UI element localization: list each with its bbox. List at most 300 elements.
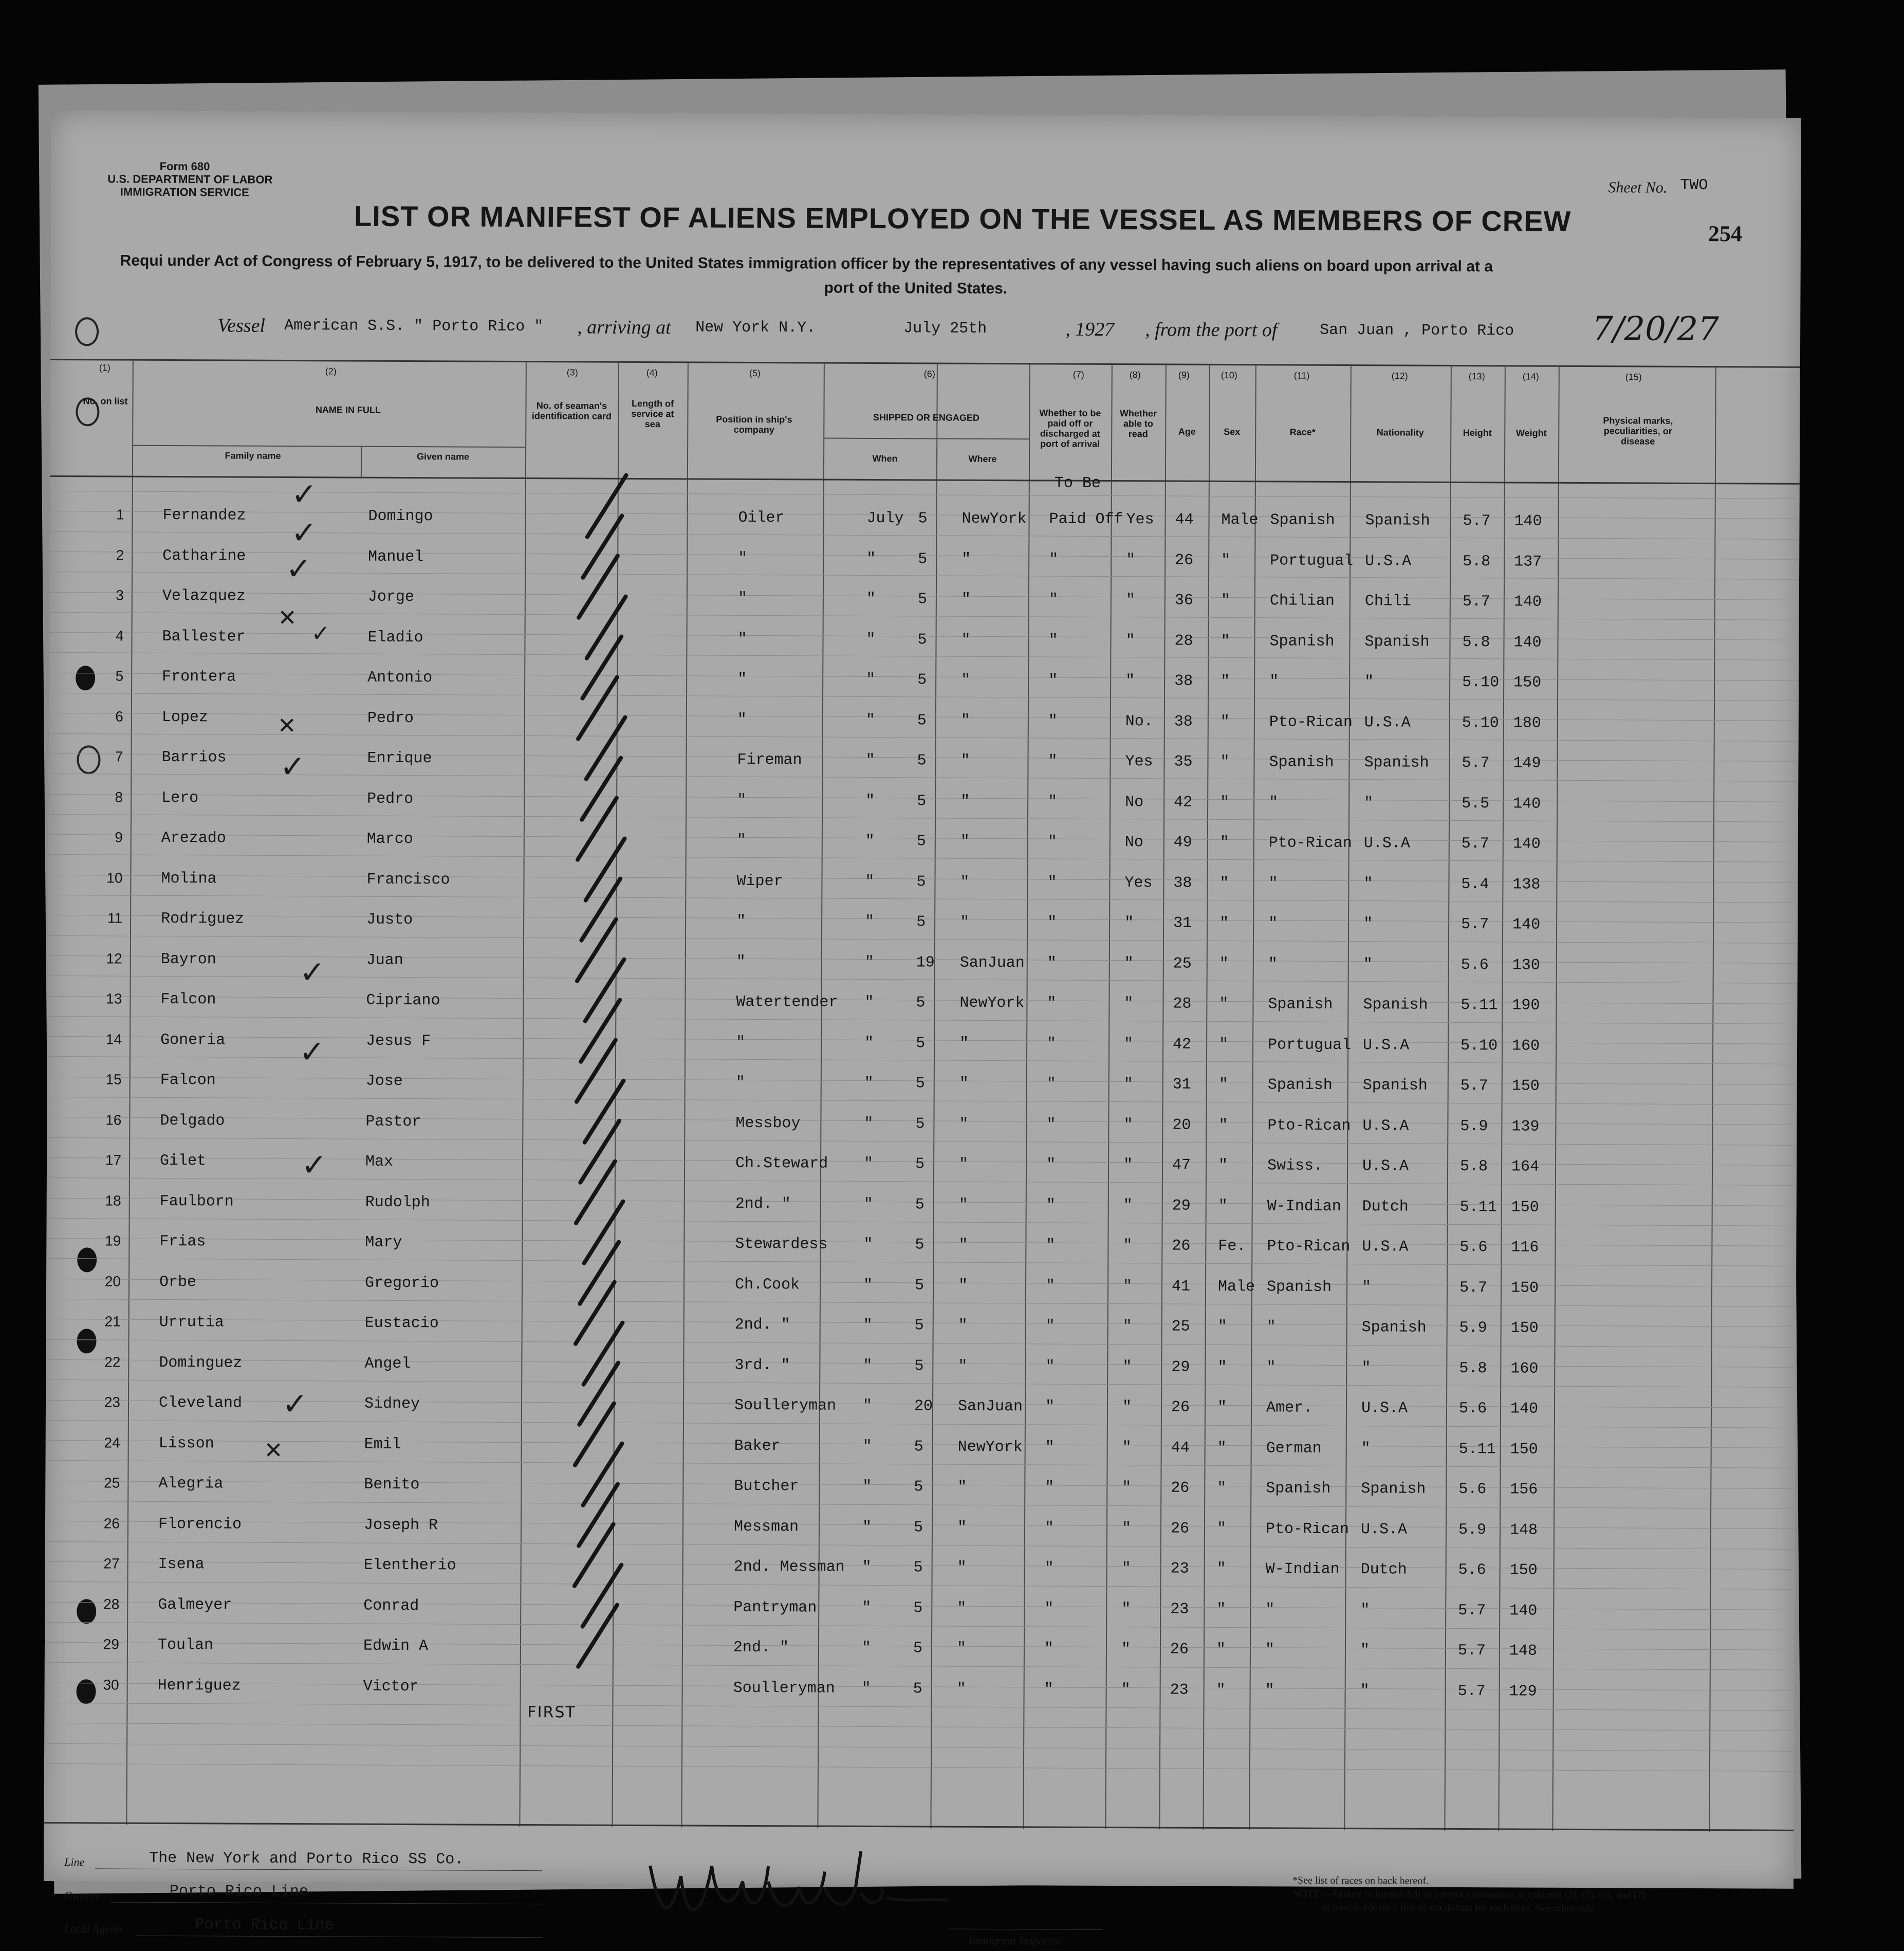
row-paid: " xyxy=(1046,1196,1056,1214)
row-where: " xyxy=(958,1357,968,1375)
row-where: " xyxy=(960,833,970,851)
row-given: Cipriano xyxy=(366,991,440,1010)
row-sex: " xyxy=(1217,1318,1227,1336)
row-when-d: 5 xyxy=(913,1640,923,1658)
row-read: Yes xyxy=(1124,874,1153,892)
row-age: 44 xyxy=(1171,1439,1190,1457)
row-position: 3rd. " xyxy=(734,1356,790,1374)
sheet-number: TWO xyxy=(1680,176,1708,195)
row-no: 17 xyxy=(105,1152,122,1168)
row-read: " xyxy=(1123,1237,1133,1255)
row-weight: 150 xyxy=(1511,1077,1540,1095)
row-family: Frontera xyxy=(162,668,236,686)
header-paid-off: Whether to be paid off or discharged at port of arrival xyxy=(1039,408,1101,449)
row-age: 41 xyxy=(1171,1278,1191,1296)
row-height: 5.9 xyxy=(1458,1521,1487,1539)
row-where: NewYork xyxy=(959,994,1025,1013)
ruled-line xyxy=(48,814,1798,822)
row-nat: " xyxy=(1361,1440,1371,1458)
row-nat: Dutch xyxy=(1362,1198,1409,1216)
row-age: 38 xyxy=(1173,874,1192,892)
row-where: SanJuan xyxy=(957,1397,1023,1416)
row-height: 5.7 xyxy=(1458,1602,1486,1619)
header-race: Race* xyxy=(1289,427,1316,437)
row-where: " xyxy=(957,1519,967,1537)
row-given: Antonio xyxy=(367,669,433,687)
row-no: 18 xyxy=(105,1192,121,1209)
row-race: Portugual xyxy=(1270,551,1354,570)
check-mark: ✓ xyxy=(299,1034,325,1071)
row-sex: " xyxy=(1219,1036,1229,1054)
row-when-d: 5 xyxy=(913,1559,923,1577)
check-mark: ✓ xyxy=(282,1386,308,1423)
row-where: " xyxy=(960,913,970,931)
row-no: 6 xyxy=(115,708,123,725)
slash-mark xyxy=(581,1320,625,1387)
row-position: 2nd. " xyxy=(733,1639,789,1657)
row-nat: Spanish xyxy=(1362,1077,1428,1095)
row-read: " xyxy=(1121,1519,1132,1537)
row-weight: 116 xyxy=(1511,1239,1539,1257)
row-race: " xyxy=(1265,1600,1275,1618)
row-position: 2nd. " xyxy=(734,1316,790,1334)
punch-hole xyxy=(76,666,95,690)
row-when-d: 5 xyxy=(914,1276,925,1294)
row-where: " xyxy=(957,1478,967,1496)
row-race: " xyxy=(1269,794,1279,812)
row-race: " xyxy=(1268,915,1278,933)
row-age: 26 xyxy=(1170,1641,1189,1659)
row-sex: " xyxy=(1218,1197,1228,1215)
row-when-d: 5 xyxy=(917,671,927,689)
row-paid: " xyxy=(1047,833,1057,851)
column-number: (9) xyxy=(1178,370,1190,380)
row-read: " xyxy=(1124,954,1134,972)
row-no: 10 xyxy=(106,869,123,886)
row-sex: " xyxy=(1221,551,1231,569)
row-position: Stewardess xyxy=(735,1235,828,1254)
punch-hole xyxy=(77,1329,96,1353)
row-height: 5.6 xyxy=(1458,1561,1486,1579)
row-where: " xyxy=(960,873,970,891)
row-race: Pto-Rican xyxy=(1267,1238,1351,1256)
row-read: No xyxy=(1125,793,1144,811)
row-weight: 140 xyxy=(1512,916,1541,934)
row-paid: " xyxy=(1046,1115,1056,1134)
row-position: " xyxy=(736,832,746,850)
row-no: 9 xyxy=(115,829,123,845)
agents-label: Local Agents xyxy=(64,1922,123,1936)
row-when-m: " xyxy=(864,1115,874,1133)
row-when-m: " xyxy=(862,1599,872,1617)
row-where: " xyxy=(958,1155,969,1173)
row-read: Yes xyxy=(1125,753,1153,771)
row-given: Eustacio xyxy=(364,1314,439,1333)
row-nat: Dutch xyxy=(1360,1561,1407,1579)
row-no: 4 xyxy=(115,628,124,644)
header-height: Height xyxy=(1463,427,1492,438)
row-sex: " xyxy=(1217,1439,1227,1457)
row-age: 23 xyxy=(1170,1560,1189,1578)
row-age: 38 xyxy=(1174,713,1193,731)
row-age: 28 xyxy=(1173,995,1192,1013)
ruled-line xyxy=(48,935,1798,944)
row-age: 31 xyxy=(1173,914,1192,932)
row-age: 29 xyxy=(1171,1358,1190,1376)
row-where: " xyxy=(960,793,970,811)
row-when-d: 5 xyxy=(918,510,928,528)
row-race: " xyxy=(1266,1358,1276,1376)
row-where: " xyxy=(961,631,971,649)
row-paid: " xyxy=(1048,591,1058,609)
arriving-port: New York N.Y. xyxy=(695,319,816,337)
form-header xyxy=(107,159,273,199)
row-sex: " xyxy=(1220,794,1230,812)
form-number: Form 680 xyxy=(159,159,210,173)
column-number: (15) xyxy=(1625,372,1642,382)
row-where: NewYork xyxy=(957,1438,1023,1456)
row-nat: Spanish xyxy=(1364,754,1429,772)
row-read: " xyxy=(1122,1277,1133,1295)
header-sex: Sex xyxy=(1224,426,1241,437)
row-when-d: 5 xyxy=(914,1478,923,1496)
row-no: 12 xyxy=(106,950,122,967)
row-where: NewYork xyxy=(962,510,1027,528)
row-paid: " xyxy=(1046,1156,1056,1174)
row-read: " xyxy=(1125,632,1135,650)
row-read: " xyxy=(1124,1035,1134,1053)
row-when-d: 5 xyxy=(916,873,926,891)
row-when-d: 5 xyxy=(913,1518,923,1536)
column-number: (14) xyxy=(1522,371,1539,382)
row-when-m: " xyxy=(863,1236,873,1254)
column-number: (3) xyxy=(566,367,578,378)
row-read: " xyxy=(1124,995,1134,1013)
row-nat: " xyxy=(1363,915,1373,933)
row-race: Pto-Rican xyxy=(1269,713,1353,731)
to-be-note: To Be xyxy=(1054,474,1101,492)
ruled-line xyxy=(45,1622,1795,1630)
row-height: 5.8 xyxy=(1463,553,1491,570)
row-where: " xyxy=(961,671,971,689)
row-when-d: 5 xyxy=(917,631,927,649)
row-when-d: 5 xyxy=(916,994,926,1012)
row-position: Ch.Cook xyxy=(734,1276,800,1294)
row-where: " xyxy=(960,712,970,730)
ruled-line xyxy=(46,1299,1796,1307)
slash-mark xyxy=(584,472,629,540)
row-weight: 180 xyxy=(1513,714,1541,732)
row-paid: " xyxy=(1045,1438,1055,1457)
departure-port: San Juan , Porto Rico xyxy=(1320,321,1514,340)
row-height: 5.10 xyxy=(1461,1037,1498,1055)
ruled-line xyxy=(45,1581,1795,1590)
row-sex: Male xyxy=(1217,1278,1255,1296)
row-given: Pedro xyxy=(367,709,414,727)
row-where: " xyxy=(961,591,971,609)
header-seaman-card: No. of seaman's identification card xyxy=(531,400,612,421)
owners-value: Porto Rico Line xyxy=(169,1883,309,1901)
row-nat: U.S.A xyxy=(1362,1157,1409,1175)
first-note: FIRST xyxy=(527,1703,576,1722)
row-family: Goneria xyxy=(160,1031,226,1049)
subtitle-line-1: Requi under Act of Congress of February 5, 1917, to be delivered to the United States immigration officer by the representatives of any vessel having such aliens on board upon arrival at a xyxy=(120,252,1493,275)
row-family: Lopez xyxy=(161,708,208,726)
row-height: 5.6 xyxy=(1461,956,1489,974)
punch-hole xyxy=(77,1247,97,1272)
row-family: Bayron xyxy=(160,950,216,968)
row-weight: 150 xyxy=(1511,1198,1539,1217)
row-sex: " xyxy=(1216,1520,1227,1538)
row-read: No. xyxy=(1125,712,1153,730)
row-sex: " xyxy=(1220,713,1230,731)
row-where: " xyxy=(962,550,971,568)
row-given: Gregorio xyxy=(364,1274,439,1292)
check-mark: ✓ xyxy=(291,476,318,513)
row-weight: 137 xyxy=(1514,553,1542,571)
service: IMMIGRATION SERVICE xyxy=(120,185,249,199)
check-mark: ✓ xyxy=(299,954,326,991)
row-race: Spanish xyxy=(1268,996,1333,1014)
row-given: Edwin A xyxy=(363,1637,429,1655)
ruled-line xyxy=(47,1097,1797,1105)
column-number: (13) xyxy=(1468,371,1485,382)
row-nat: " xyxy=(1360,1601,1370,1619)
agents-value: Porto Rico Line xyxy=(195,1916,334,1935)
row-when-m: " xyxy=(863,1195,873,1213)
row-height: 5.8 xyxy=(1459,1359,1487,1377)
row-read: " xyxy=(1122,1398,1132,1416)
row-where: " xyxy=(957,1559,967,1577)
row-family: Molina xyxy=(161,870,217,888)
department: U.S. DEPARTMENT OF LABOR xyxy=(107,172,273,186)
row-family: Falcon xyxy=(160,990,216,1009)
inspector-signature xyxy=(639,1835,1041,1939)
row-when-m: " xyxy=(863,1357,873,1375)
slash-mark xyxy=(580,1441,625,1508)
row-paid: " xyxy=(1048,631,1058,650)
row-family: Falcon xyxy=(160,1071,216,1090)
row-paid: " xyxy=(1048,672,1058,690)
row-sex: " xyxy=(1218,1116,1228,1134)
row-given: Pastor xyxy=(365,1113,421,1131)
row-when-d: 5 xyxy=(917,792,927,810)
row-given: Domingo xyxy=(368,507,433,526)
row-race: Pto-Rican xyxy=(1268,834,1352,853)
row-when-d: 5 xyxy=(916,1034,926,1052)
row-race: Spanish xyxy=(1270,511,1335,529)
row-nat: Spanish xyxy=(1364,633,1430,651)
ruled-line xyxy=(46,1258,1796,1266)
row-sex: " xyxy=(1217,1398,1227,1417)
row-age: 26 xyxy=(1171,1398,1190,1416)
row-no: 19 xyxy=(105,1232,121,1249)
row-nat: Spanish xyxy=(1363,996,1428,1014)
row-read: " xyxy=(1121,1560,1131,1578)
row-weight: 150 xyxy=(1509,1561,1538,1579)
cross-mark: ✕ xyxy=(277,712,297,740)
owners-label: Owners xyxy=(64,1889,100,1902)
row-sex: Male xyxy=(1221,511,1259,529)
row-no: 1 xyxy=(116,506,124,523)
row-height: 5.7 xyxy=(1463,512,1491,530)
ruled-line xyxy=(46,1460,1796,1468)
row-paid: " xyxy=(1045,1398,1055,1416)
slash-mark xyxy=(580,1562,624,1629)
row-when-m: " xyxy=(864,1034,874,1052)
column-number: (2) xyxy=(325,366,337,377)
row-given: Marco xyxy=(366,830,413,849)
ruled-line xyxy=(45,1662,1795,1670)
row-weight: 150 xyxy=(1510,1279,1539,1297)
row-paid: " xyxy=(1046,1237,1056,1255)
row-when-d: 5 xyxy=(915,1236,925,1254)
row-sex: " xyxy=(1219,995,1229,1014)
row-sex: " xyxy=(1221,672,1230,691)
ruled-line xyxy=(49,693,1799,701)
row-when-m: " xyxy=(863,1276,873,1294)
row-sex: " xyxy=(1216,1600,1226,1618)
ruled-line xyxy=(44,1723,1794,1731)
row-where: " xyxy=(956,1680,966,1698)
row-no: 5 xyxy=(115,668,124,684)
row-age: 31 xyxy=(1172,1076,1191,1094)
row-position: " xyxy=(735,1074,745,1092)
footer-note: is punishable by a fine of ten dollars for each alien. See other side. xyxy=(1323,1901,1597,1915)
row-when-d: 5 xyxy=(915,1075,925,1093)
row-read: " xyxy=(1122,1318,1132,1336)
row-family: Frias xyxy=(159,1232,206,1251)
row-position: Soulleryman xyxy=(734,1396,837,1415)
subtitle-line-2: port of the United States. xyxy=(824,279,1008,298)
row-sex: " xyxy=(1219,914,1229,933)
row-weight: 140 xyxy=(1510,1400,1539,1418)
column-number: (7) xyxy=(1073,369,1084,380)
page-number: 254 xyxy=(1708,221,1743,247)
row-family: Henriguez xyxy=(157,1677,241,1695)
row-height: 5.7 xyxy=(1460,1077,1488,1095)
row-read: " xyxy=(1123,1116,1133,1134)
row-nat: Spanish xyxy=(1361,1480,1426,1498)
ruled-line xyxy=(45,1501,1795,1509)
row-height: 5.6 xyxy=(1459,1238,1488,1257)
slash-mark xyxy=(582,956,627,1024)
row-height: 5.9 xyxy=(1459,1319,1487,1337)
check-mark: ✓ xyxy=(291,515,317,551)
row-height: 5.7 xyxy=(1462,593,1490,611)
check-mark: ✓ xyxy=(311,620,330,647)
vessel-label: Vessel xyxy=(217,315,266,337)
row-position: " xyxy=(736,1034,746,1052)
row-where: " xyxy=(957,1599,967,1617)
line-label: Line xyxy=(64,1855,85,1869)
row-given: Enrique xyxy=(367,749,432,768)
row-family: Gilet xyxy=(160,1152,207,1170)
row-given: Juan xyxy=(366,951,403,969)
row-race: " xyxy=(1268,874,1278,892)
row-height: 5.5 xyxy=(1462,795,1490,813)
row-nat: U.S.A xyxy=(1363,1036,1410,1055)
row-given: Eladio xyxy=(367,629,423,647)
row-family: Ballester xyxy=(162,628,246,646)
row-sex: " xyxy=(1216,1681,1226,1699)
row-age: 25 xyxy=(1173,955,1192,973)
manifest-sheet xyxy=(44,111,1801,1947)
row-sex: " xyxy=(1219,874,1229,892)
ruled-line xyxy=(48,895,1798,903)
row-sex: " xyxy=(1217,1479,1227,1498)
vessel-name: American S.S. " Porto Rico " xyxy=(284,317,544,336)
row-given: Justo xyxy=(366,911,413,929)
row-nat: " xyxy=(1361,1359,1371,1377)
row-given: Manuel xyxy=(368,548,424,566)
from-port-label: , from the port of xyxy=(1145,319,1278,341)
column-number: (12) xyxy=(1391,371,1408,381)
row-paid: " xyxy=(1045,1317,1055,1335)
row-when-d: 5 xyxy=(916,913,926,931)
row-when-m: " xyxy=(862,1558,872,1576)
row-when-d: 19 xyxy=(916,953,935,972)
row-family: Delgado xyxy=(160,1112,225,1130)
row-age: 42 xyxy=(1174,794,1193,812)
row-age: 23 xyxy=(1170,1600,1189,1618)
row-read: " xyxy=(1126,551,1136,569)
ruled-line xyxy=(44,1703,1794,1711)
header-position: Position in ship's company xyxy=(716,414,792,435)
row-sex: " xyxy=(1220,753,1230,771)
row-family: Fernandez xyxy=(162,506,246,525)
row-race: Swiss. xyxy=(1267,1157,1323,1175)
row-weight: 150 xyxy=(1510,1440,1538,1459)
ruled-line xyxy=(47,1218,1797,1226)
row-paid: " xyxy=(1045,1357,1055,1376)
row-position: 2nd. " xyxy=(735,1195,791,1213)
row-weight: 140 xyxy=(1513,795,1541,813)
row-race: Amer. xyxy=(1266,1399,1313,1417)
row-position: " xyxy=(737,792,747,809)
row-given: Jorge xyxy=(367,588,414,606)
row-race: Spanish xyxy=(1267,1076,1333,1094)
row-no: 29 xyxy=(103,1636,120,1652)
header-length-service: Length of service at sea xyxy=(631,398,674,430)
row-family: Rodriguez xyxy=(161,910,245,928)
row-when-d: 5 xyxy=(918,550,928,568)
row-sex: Fe. xyxy=(1218,1237,1246,1256)
ruled-line xyxy=(46,1420,1796,1428)
punch-hole xyxy=(75,317,99,346)
row-weight: 140 xyxy=(1512,835,1541,853)
header-where: Where xyxy=(968,453,997,465)
row-when-d: 5 xyxy=(914,1438,923,1456)
row-paid: " xyxy=(1048,712,1058,730)
row-position: 2nd. Messman xyxy=(733,1558,845,1576)
row-when-m: " xyxy=(866,631,876,649)
row-nat: " xyxy=(1364,673,1374,691)
page-title: LIST OR MANIFEST OF ALIENS EMPLOYED ON THE VESSEL AS MEMBERS OF CREW xyxy=(354,199,1572,237)
row-no: 25 xyxy=(104,1475,120,1491)
row-weight: 140 xyxy=(1513,633,1542,652)
column-number: (6) xyxy=(923,369,935,379)
row-family: Arezado xyxy=(161,829,226,848)
row-weight: 150 xyxy=(1513,674,1542,692)
row-height: 5.6 xyxy=(1458,1400,1487,1418)
row-paid: " xyxy=(1044,1640,1054,1658)
row-read: Yes xyxy=(1126,511,1154,529)
row-race: W-Indian xyxy=(1265,1560,1340,1578)
row-when-m: " xyxy=(866,671,876,689)
row-family: Lero xyxy=(161,789,199,807)
row-nat: U.S.A xyxy=(1363,835,1410,853)
